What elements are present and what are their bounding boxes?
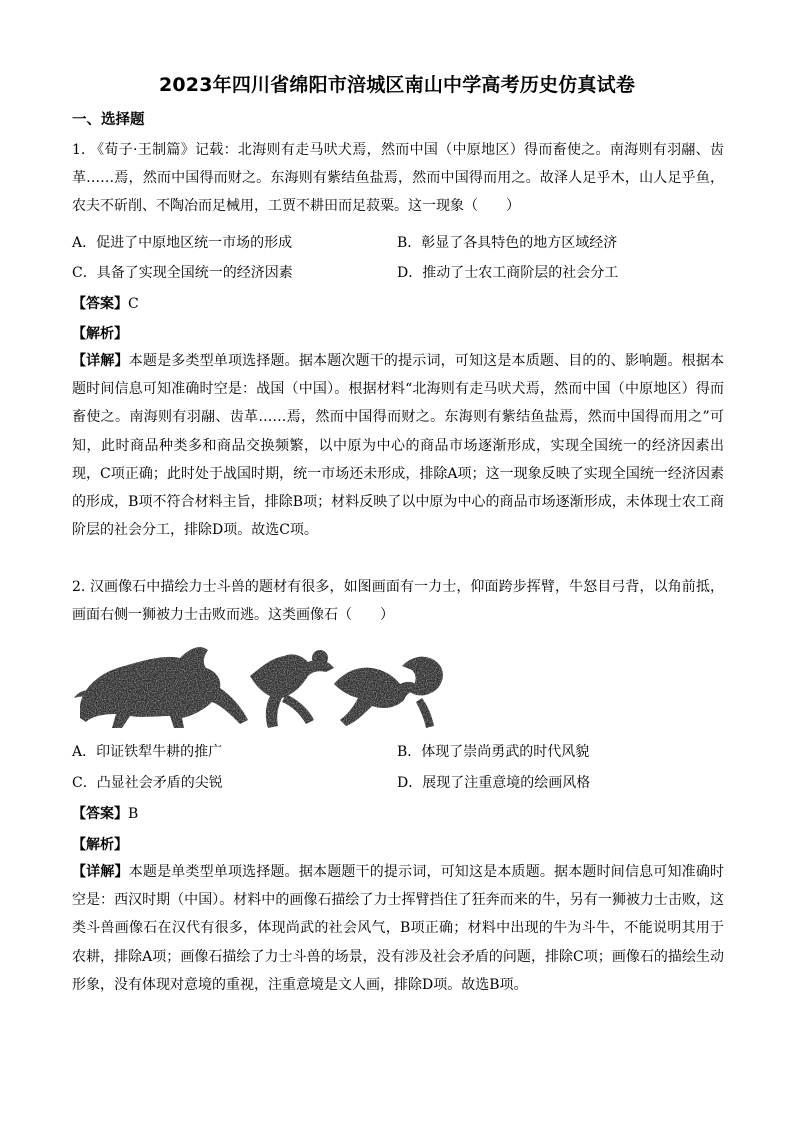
answer-tag: 【答案】 — [72, 296, 128, 312]
page-title: 2023年四川省绵阳市涪城区南山中学高考历史仿真试卷 — [158, 74, 636, 96]
han-stone-relief-rubbing-image — [72, 636, 452, 732]
question-1-stem: 1. 《荀子·王制篇》记载：北海则有走马吠犬焉，然而中国（中原地区）得而畜使之。南海则有羽翮、齿革……焉，然而中国得而财之。东海则有紫结鱼盐焉，然而中国得而用之。故泽人足乎木，山人足乎鱼，农夫不斫削、不陶冶而足械用，工贾不耕田而足菽粟。这一现象（ ） — [72, 142, 724, 215]
q1-option-c: C．具备了实现全国统一的经济因素 — [72, 265, 293, 281]
question-2-stem: 2. 汉画像石中描绘力士斗兽的题材有很多，如图画面有一力士，仰面跨步挥臂，牛怒目弓背，以角前抵，画面右侧一狮被力士击败而逃。这类画像石（ ） — [72, 579, 724, 624]
detail-text: 本题是多类型单项选择题。据本题次题干的提示词，可知这是本质题、目的的、影响题。根据本题时间信息可知准确时空是：战国（中国）。根据材料“北海则有走马吠犬焉，然而中国（中原地区）得而畜使之。南海则有羽翮、齿革……焉，然而中国得而财之。东海则有紫结鱼盐焉，然而中国得而用之”可知，此时商品种类多和商品交换频繁，以中原为中心的商品市场逐渐形成，实现全国统一的经济因素出现，C项正确；此时处于战国时期，统一市场还未形成，排除A项；这一现象反映了实现全国统一经济因素的形成，B项不符合材料主旨，排除B项；材料反映了以中原为中心的商品市场逐渐形成，未体现士农工商阶层的社会分工，排除D项。故选C项。 — [72, 353, 725, 539]
q2-option-b: B．体现了崇尚勇武的时代风貌 — [397, 744, 590, 760]
q2-option-c: C．凸显社会矛盾的尖锐 — [72, 775, 223, 791]
q1-option-b: B．彰显了各具特色的地方区域经济 — [397, 235, 618, 251]
q2-detail — [72, 858, 724, 999]
q2-option-a: A．印证铁犁牛耕的推广 — [72, 744, 223, 760]
q1-detail — [72, 347, 724, 544]
section-heading: 一、选择题 — [72, 112, 145, 128]
answer-value: B — [128, 806, 139, 822]
q1-answer — [72, 294, 139, 314]
detail-tag: 【详解】 — [72, 864, 129, 880]
answer-value: C — [128, 296, 139, 312]
detail-tag: 【详解】 — [72, 353, 129, 369]
q1-analysis-tag: 【解析】 — [72, 326, 128, 342]
detail-text: 本题是单类型单项选择题。据本题题干的提示词，可知这是本质题。据本题时间信息可知准确时空是：西汉时期（中国）。材料中的画像石描绘了力士挥臂挡住了狂奔而来的牛，另有一狮被力士击败，这类斗兽画像石在汉代有很多，体现尚武的社会风气，B项正确；材料中出现的牛为斗牛，不能说明其用于农耕，排除A项；画像石描绘了力士斗兽的场景，没有涉及社会矛盾的问题，排除C项；画像石的描绘生动形象，没有体现对意境的重视，注重意境是文人画，排除D项。故选B项。 — [72, 864, 725, 993]
q1-option-d: D．推动了士农工商阶层的社会分工 — [397, 265, 619, 281]
q1-option-a: A．促进了中原地区统一市场的形成 — [72, 235, 293, 251]
q2-answer — [72, 804, 138, 824]
q2-option-d: D．展现了注重意境的绘画风格 — [397, 775, 591, 791]
q2-analysis-tag: 【解析】 — [72, 837, 128, 853]
answer-tag: 【答案】 — [72, 806, 128, 822]
